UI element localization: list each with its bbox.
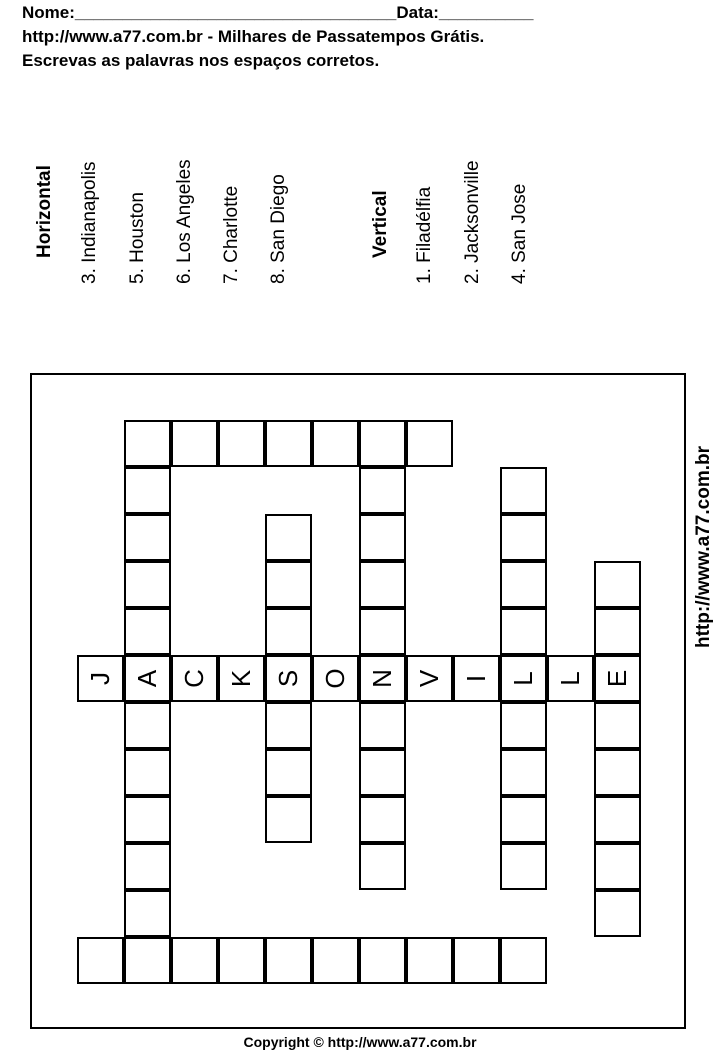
- crossword-cell[interactable]: [359, 608, 406, 655]
- horizontal-title: Horizontal: [34, 165, 55, 258]
- side-url: http://www.a77.com.br: [693, 446, 714, 648]
- cell-letter: L: [555, 671, 585, 686]
- crossword-cell[interactable]: [359, 514, 406, 561]
- crossword-cell[interactable]: [265, 561, 312, 608]
- crossword-cell[interactable]: [359, 937, 406, 984]
- crossword-cell[interactable]: [594, 890, 641, 937]
- instructions: Escrevas as palavras nos espaços corretos.: [22, 51, 380, 70]
- crossword-cell[interactable]: [500, 702, 547, 749]
- crossword-cell[interactable]: [453, 655, 500, 702]
- crossword-cell[interactable]: [500, 749, 547, 796]
- crossword-cell[interactable]: [500, 843, 547, 890]
- crossword-cell[interactable]: [359, 420, 406, 467]
- crossword-cell[interactable]: [265, 655, 312, 702]
- site-tagline: http://www.a77.com.br - Milhares de Passatempos Grátis.: [22, 27, 485, 46]
- crossword-cell[interactable]: [359, 467, 406, 514]
- crossword-cell[interactable]: [594, 702, 641, 749]
- crossword-cell[interactable]: [218, 420, 265, 467]
- crossword-cell[interactable]: [124, 796, 171, 843]
- crossword-cell[interactable]: [359, 561, 406, 608]
- crossword-cell[interactable]: [594, 796, 641, 843]
- crossword-cell[interactable]: [594, 561, 641, 608]
- crossword-cell[interactable]: [547, 655, 594, 702]
- clue-horizontal-8: 8. San Diego: [268, 174, 289, 284]
- crossword-cell[interactable]: [265, 937, 312, 984]
- crossword-cell[interactable]: [453, 937, 500, 984]
- cell-letter: K: [226, 669, 256, 688]
- crossword-cell[interactable]: [124, 843, 171, 890]
- crossword-cell[interactable]: [265, 514, 312, 561]
- clue-vertical-4: 4. San Jose: [509, 183, 530, 284]
- crossword-cell[interactable]: [265, 702, 312, 749]
- crossword-cell[interactable]: [500, 937, 547, 984]
- crossword-cell[interactable]: [265, 749, 312, 796]
- cell-letter: O: [320, 668, 350, 689]
- cell-letter: V: [414, 669, 444, 688]
- crossword-cell[interactable]: [359, 796, 406, 843]
- crossword-cell[interactable]: [77, 655, 124, 702]
- crossword-cell[interactable]: [265, 420, 312, 467]
- crossword-cell[interactable]: [124, 608, 171, 655]
- crossword-cell[interactable]: [312, 655, 359, 702]
- crossword-cell[interactable]: [500, 608, 547, 655]
- crossword-cell[interactable]: [312, 420, 359, 467]
- crossword-cell[interactable]: [124, 890, 171, 937]
- cell-letter: A: [132, 669, 162, 688]
- crossword-cell[interactable]: [500, 655, 547, 702]
- clue-horizontal-7: 7. Charlotte: [221, 185, 242, 284]
- crossword-cell[interactable]: [124, 655, 171, 702]
- name-date-line: Nome:__________________________________Data:__________: [22, 3, 534, 22]
- clue-horizontal-6: 6. Los Angeles: [174, 159, 195, 284]
- crossword-cell[interactable]: [124, 514, 171, 561]
- crossword-cell[interactable]: [500, 467, 547, 514]
- crossword-cell[interactable]: [500, 796, 547, 843]
- clue-vertical-1: 1. Filadélfia: [414, 186, 435, 284]
- crossword-cell[interactable]: [218, 937, 265, 984]
- crossword-cell[interactable]: [124, 561, 171, 608]
- cell-letter: S: [273, 669, 303, 688]
- crossword-cell[interactable]: [500, 561, 547, 608]
- clue-vertical-2: 2. Jacksonville: [462, 160, 483, 284]
- crossword-cell[interactable]: [594, 843, 641, 890]
- crossword-cell[interactable]: [406, 655, 453, 702]
- crossword-cell[interactable]: [265, 608, 312, 655]
- crossword-cell[interactable]: [124, 749, 171, 796]
- crossword-cell[interactable]: [265, 796, 312, 843]
- crossword-cell[interactable]: [594, 655, 641, 702]
- crossword-cell[interactable]: [124, 937, 171, 984]
- crossword-cell[interactable]: [406, 937, 453, 984]
- crossword-cell[interactable]: [359, 843, 406, 890]
- crossword-cell[interactable]: [359, 749, 406, 796]
- crossword-cell[interactable]: [594, 608, 641, 655]
- crossword-cell[interactable]: [406, 420, 453, 467]
- cell-letter: I: [461, 674, 491, 683]
- crossword-cell[interactable]: [124, 467, 171, 514]
- cell-letter: L: [508, 671, 538, 686]
- crossword-cell[interactable]: [312, 937, 359, 984]
- crossword-cell[interactable]: [594, 749, 641, 796]
- crossword-cell[interactable]: [171, 655, 218, 702]
- cell-letter: J: [85, 672, 115, 685]
- crossword-cell[interactable]: [124, 420, 171, 467]
- crossword-cell[interactable]: [359, 702, 406, 749]
- crossword-cell[interactable]: [500, 514, 547, 561]
- copyright: Copyright © http://www.a77.com.br: [243, 1034, 477, 1050]
- cell-letter: E: [602, 669, 632, 688]
- crossword-cell[interactable]: [218, 655, 265, 702]
- clue-horizontal-3: 3. Indianapolis: [79, 161, 100, 284]
- crossword-cell[interactable]: [171, 937, 218, 984]
- vertical-title: Vertical: [370, 190, 391, 258]
- clue-horizontal-5: 5. Houston: [127, 192, 148, 284]
- crossword-cell[interactable]: [359, 655, 406, 702]
- crossword-cell[interactable]: [77, 937, 124, 984]
- crossword-cell[interactable]: [171, 420, 218, 467]
- cell-letter: C: [179, 669, 209, 688]
- crossword-cell[interactable]: [124, 702, 171, 749]
- cell-letter: N: [367, 669, 397, 688]
